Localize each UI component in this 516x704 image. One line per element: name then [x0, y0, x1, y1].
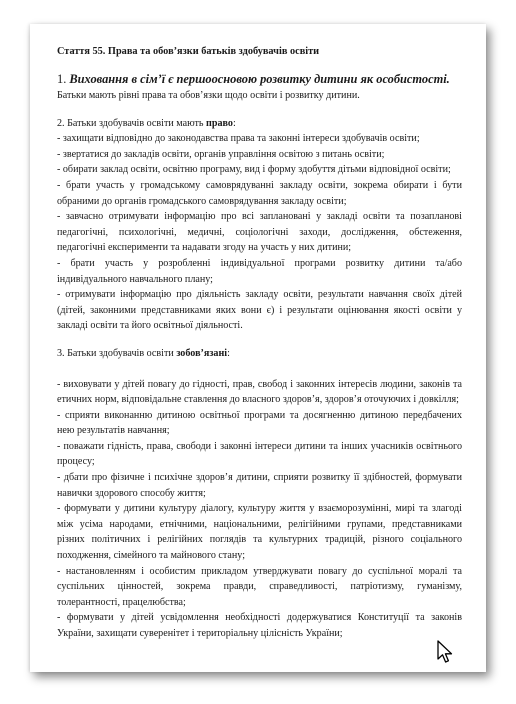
rights-list	[57, 131, 462, 334]
article-title: Стаття 55. Права та обов’язки батьків здобувачів освіти	[57, 46, 320, 57]
section-1-title: Виховання в сім’ї є першоосновою розвитку дитини як особистості.	[69, 72, 450, 86]
list-item: - виховувати у дітей повагу до гідності, прав, свобод і законних інтересів людини, законів та етичних норм, відповідальне ставлення до власного здоров’я, здоров’я оточуючих і довкілля;	[57, 378, 462, 406]
duties-list	[57, 377, 462, 642]
list-item: - брати участь у розробленні індивідуальної програми розвитку дитини та/або індивідуального навчального плану;	[57, 257, 462, 285]
mouse-pointer-icon	[437, 640, 453, 664]
section-2-heading	[57, 116, 462, 132]
list-item: - дбати про фізичне і психічне здоров’я дитини, сприяти розвитку її здібностей, формувати навички здорового способу життя;	[57, 472, 462, 499]
list-item: - захищати відповідно до законодавства права та законні інтереси здобувачів освіти;	[57, 133, 420, 145]
list-item: - формувати у дитини культуру діалогу, культуру життя у взаєморозумінні, мирі та злагоді між усіма народами, етнічними, національними, релігійними групами, представниками різних політичних і релігійних поглядів та культурних традицій, різного соціального походження, сімейного та майнового стану;	[57, 503, 462, 562]
list-item: - брати участь у громадському самоврядуванні закладу освіти, зокрема обирати і бути обраними до органів громадського самоврядування закладу освіти;	[57, 179, 462, 207]
section-2-prefix: 2. Батьки здобувачів освіти мають	[57, 117, 207, 129]
section-3-heading	[57, 346, 462, 362]
section-3-bold: зобов’язані	[176, 347, 228, 359]
list-item: - формувати у дітей усвідомлення необхідності додержуватися Конституції та законів України, захищати суверенітет і територіальну цілісність України;	[57, 612, 462, 639]
section-2-bold: право	[206, 117, 233, 129]
list-item: - обирати заклад освіти, освітню програму, вид і форму здобуття дітьми відповідної освіти;	[57, 164, 451, 176]
list-item: - поважати гідність, права, свободи і законні інтереси дитини та інших учасників освітнього процесу;	[57, 440, 462, 468]
section-3-prefix: 3. Батьки здобувачів освіти	[57, 347, 177, 359]
list-item: - отримувати інформацію про діяльність закладу освіти, результати навчання своїх дітей (дітей, законними представниками яких вони є) і результати оцінювання якості освіти у закладі освіти та його освітньої діяльності.	[57, 289, 462, 332]
section-2-suffix: :	[232, 117, 236, 129]
section-3-suffix: :	[227, 347, 230, 359]
section-1-number: 1.	[57, 72, 67, 86]
list-item: - звертатися до закладів освіти, органів управління освітою з питань освіти;	[57, 148, 385, 160]
list-item: - завчасно отримувати інформацію про всі заплановані у закладі освіти та позапланові педагогічні, психологічні, медичні, соціологічні заходи, дослідження, обстеження, педагогічні експерименти та надавати згоду на участь у них дитини;	[57, 211, 462, 254]
document-page	[30, 24, 486, 672]
list-item: - сприяти виконанню дитиною освітньої програми та досягненню дитиною передбачених нею результатів навчання;	[57, 409, 462, 437]
section-1-heading	[57, 71, 462, 88]
list-item: - настановленням і особистим прикладом утверджувати повагу до суспільної моралі та суспільних цінностей, зокрема правди, справедливості, патріотизму, гуманізму, толерантності, працелюбства;	[57, 565, 462, 608]
section-1-paragraph: Батьки мають рівні права та обов’язки щодо освіти і розвитку дитини.	[57, 90, 360, 101]
